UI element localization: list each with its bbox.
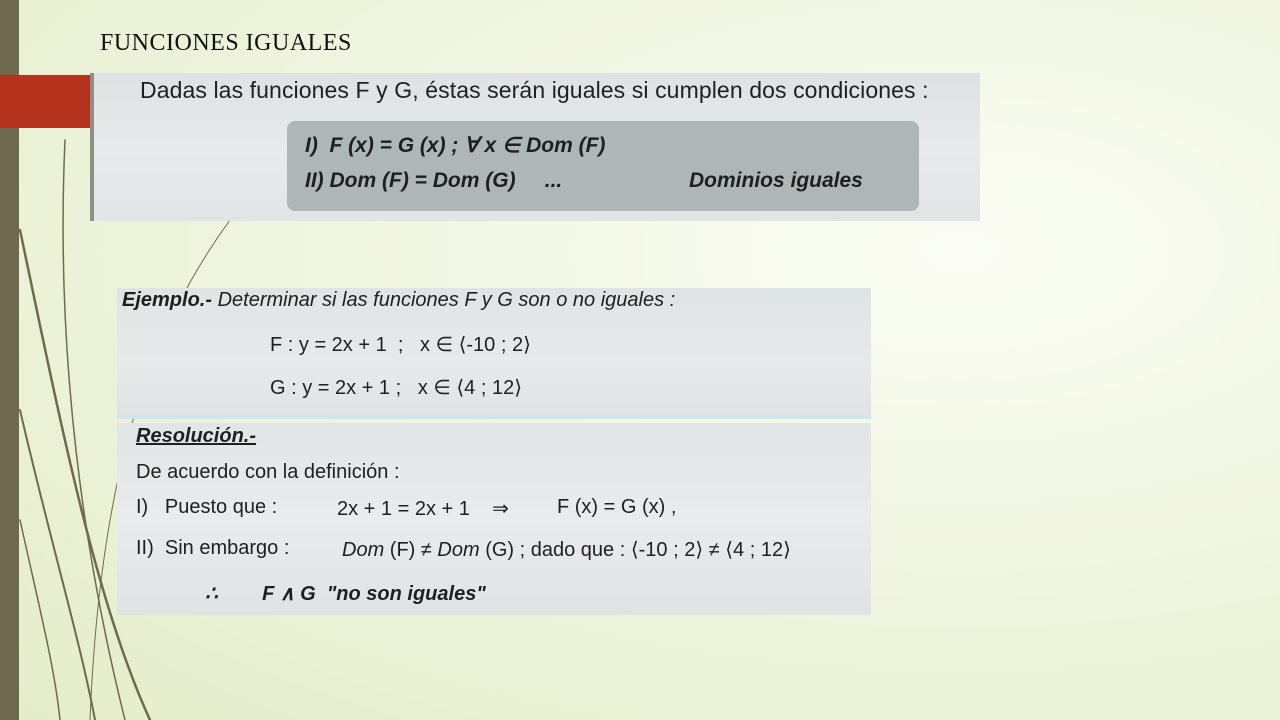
step-2-dom-g: Dom	[437, 539, 480, 561]
slide-title: FUNCIONES IGUALES	[100, 30, 352, 56]
condition-2-note: Dominios iguales	[689, 169, 863, 192]
step-1-equation: 2x + 1 = 2x + 1 ⇒	[337, 498, 509, 520]
condition-2: II) Dom (F) = Dom (G) ...	[305, 169, 563, 192]
step-2-label: II) Sin embargo :	[136, 537, 290, 559]
example-heading-text: Determinar si las funciones F y G son o no iguales :	[212, 289, 676, 311]
deco-curve-2	[63, 140, 125, 720]
conclusion: ∴ F ∧ G "no son iguales"	[205, 583, 486, 605]
definition-image	[90, 73, 980, 221]
function-f: F : y = 2x + 1 ; x ∈ ⟨-10 ; 2⟩	[270, 334, 531, 356]
function-g: G : y = 2x + 1 ; x ∈ ⟨4 ; 12⟩	[270, 377, 523, 399]
step-1-label: I) Puesto que :	[136, 496, 278, 518]
example-heading-label: Ejemplo.-	[122, 289, 213, 311]
step-2-body	[342, 537, 791, 562]
conditions-box	[287, 121, 919, 211]
definition-intro: Dadas las funciones F y G, éstas serán iguales si cumplen dos condiciones :	[140, 77, 929, 103]
example-heading	[122, 289, 675, 312]
resolution-title: Resolución.-	[136, 425, 257, 447]
resolution-image	[117, 423, 871, 615]
step-2-rest: (G) ; dado que : ⟨-10 ; 2⟩ ≠ ⟨4 ; 12⟩	[479, 539, 791, 561]
step-1-result: F (x) = G (x) ,	[557, 496, 677, 518]
condition-1: I) F (x) = G (x) ; ∀ x ∈ Dom (F)	[305, 134, 606, 157]
step-2-dom-f: Dom	[342, 539, 385, 561]
deco-curve-4	[20, 520, 60, 720]
red-accent-block	[0, 75, 90, 128]
resolution-definition-line: De acuerdo con la definición :	[136, 461, 400, 483]
step-2-mid: (F) ≠	[384, 539, 438, 561]
deco-curve-3	[20, 410, 95, 720]
example-image	[117, 288, 871, 419]
